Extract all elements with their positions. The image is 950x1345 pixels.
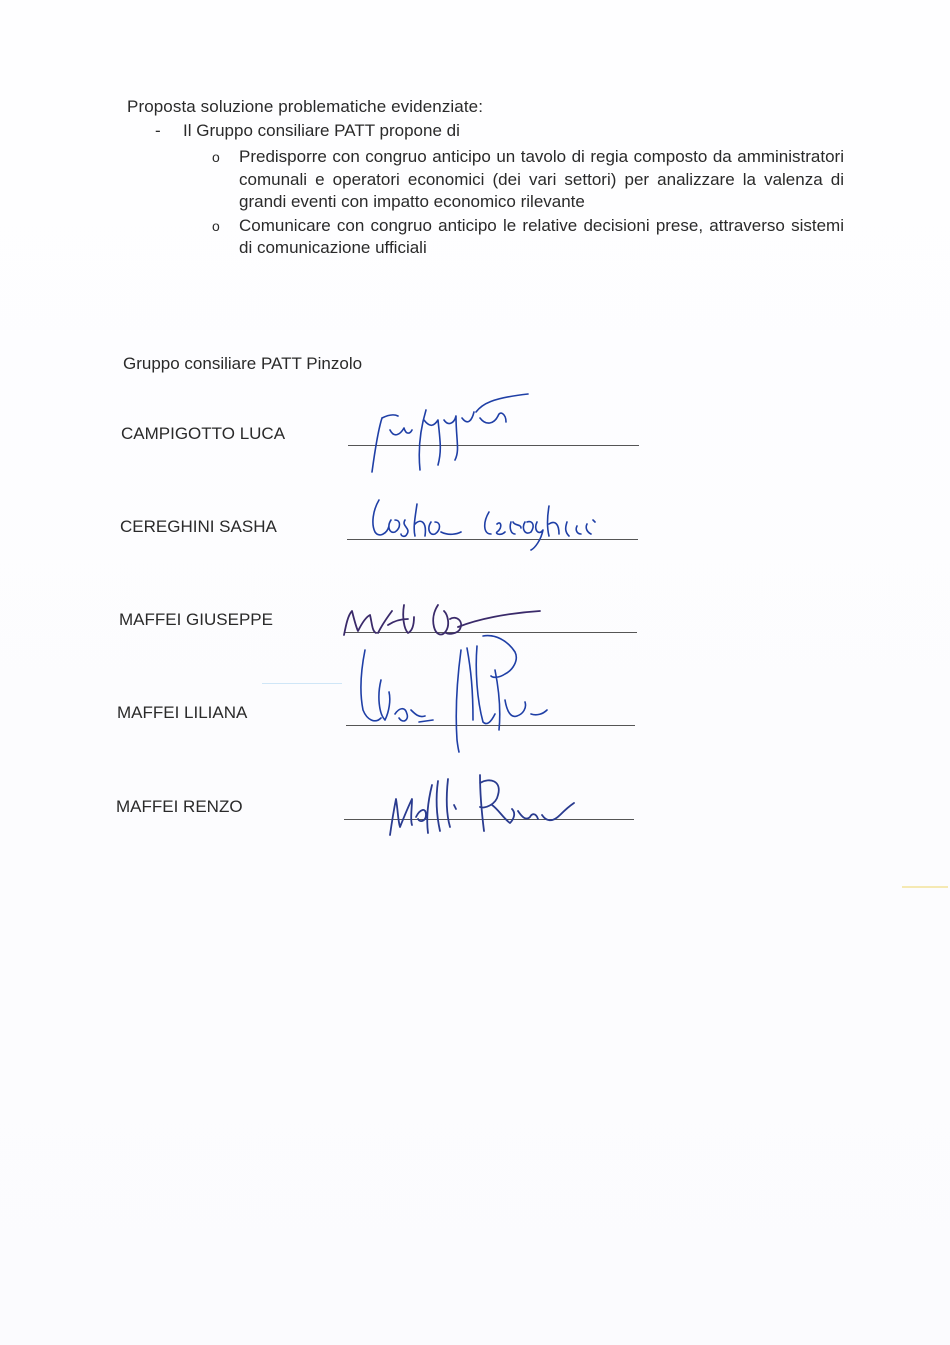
dash-item-text: Il Gruppo consiliare PATT propone di <box>183 121 460 140</box>
signer-name-campigotto: CAMPIGOTTO LUCA <box>121 424 286 443</box>
signer-name-maffei-renzo: MAFFEI RENZO <box>116 797 243 816</box>
scan-artifact-line <box>262 683 342 684</box>
dash-marker: - <box>155 121 161 140</box>
signer-name-cereghini: CEREGHINI SASHA <box>120 517 277 536</box>
proposal-sub-list <box>212 146 844 261</box>
dash-list-item <box>155 121 460 141</box>
handwritten-signature-maffei-renzo <box>380 765 580 840</box>
sub-item-text: Comunicare con congruo anticipo le relative decisioni prese, attraverso sistemi di comunicazione ufficiali <box>239 215 844 257</box>
proposal-heading: Proposta soluzione problematiche evidenziate: <box>127 97 484 116</box>
handwritten-signature-campigotto <box>360 390 540 475</box>
sub-item-text: Predisporre con congruo anticipo un tavolo di regia composto da amministratori comunali e operatori economici (dei vari settori) per analizzare la valenza di grandi eventi con impatto economico rilevante <box>239 147 844 211</box>
list-item <box>212 215 844 260</box>
signer-name-maffei-liliana: MAFFEI LILIANA <box>117 703 248 722</box>
scan-artifact-mark <box>902 886 948 888</box>
handwritten-signature-maffei-liliana <box>355 630 560 755</box>
circle-bullet-icon: o <box>212 217 220 234</box>
circle-bullet-icon: o <box>212 149 220 165</box>
list-item <box>212 146 844 214</box>
group-label: Gruppo consiliare PATT Pinzolo <box>123 354 363 373</box>
signer-name-maffei-giuseppe: MAFFEI GIUSEPPE <box>119 610 273 629</box>
handwritten-signature-cereghini <box>365 492 610 552</box>
